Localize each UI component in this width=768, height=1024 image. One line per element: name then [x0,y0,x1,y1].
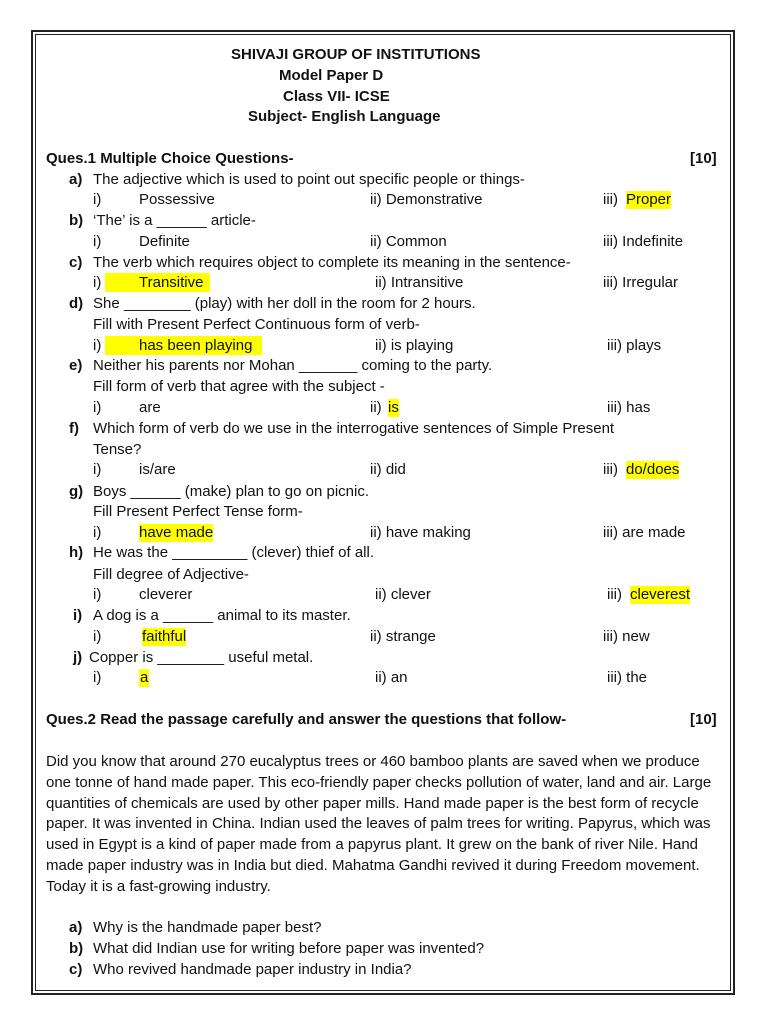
q1-item-instruction: Fill form of verb that agree with the subject - [93,378,385,395]
q1-item-letter: g) [69,483,84,500]
option-numeral: i) [93,586,102,603]
q2-question-text: Who revived handmade paper industry in India? [93,961,412,978]
option-numeral: i) [93,191,102,208]
option-numeral: i) [93,337,102,354]
option-text: ii) Demonstrative [370,191,483,208]
q1-item-question: He was the _________ (clever) thief of all. [93,544,374,561]
option-numeral: i) [93,233,102,250]
option-text: iii) new [603,628,650,645]
option-answer-highlighted: do/does [626,461,680,478]
q2-marks: [10] [690,711,717,728]
option-answer-highlighted: faithful [142,628,187,645]
option-text: Possessive [139,191,215,208]
option-text: are [139,399,161,416]
option-text: ii) did [370,461,406,478]
option-answer-highlighted: cleverest [630,586,691,603]
q2-question-text: What did Indian use for writing before paper was invented? [93,940,485,957]
option-text: ii) is playing [375,337,454,354]
option-text: ii) Common [370,233,447,250]
q1-item-question: Boys ______ (make) plan to go on picnic. [93,483,369,500]
q1-item-question: The verb which requires object to complete its meaning in the sentence- [93,254,571,271]
option-text: iii) plays [607,337,662,354]
option-numeral: ii) [370,399,382,416]
option-numeral: iii) [603,461,618,478]
q1-item-question: She ________ (play) with her doll in the room for 2 hours. [93,295,476,312]
option-answer-highlighted: a [140,669,149,686]
q1-item-question: Copper is ________ useful metal. [89,649,314,666]
q1-title: Ques.1 Multiple Choice Questions- [46,150,294,167]
q1-item-question-cont: Tense? [93,441,142,458]
q2-question-text: Why is the handmade paper best? [93,919,322,936]
option-answer-highlighted: Proper [626,191,672,208]
q1-item-instruction: Fill Present Perfect Tense form- [93,503,303,520]
option-numeral: i) [93,628,102,645]
q1-item-letter: e) [69,357,83,374]
q1-item-letter: a) [69,171,83,188]
option-text: is/are [139,461,176,478]
q2-question-letter: a) [69,919,83,936]
option-text: iii) Indefinite [603,233,684,250]
option-numeral: i) [93,274,102,291]
q1-item-letter: d) [69,295,84,312]
option-text: Definite [139,233,190,250]
q1-marks: [10] [690,150,717,167]
subject-label: Subject- English Language [248,108,441,125]
option-text: iii) has [607,399,651,416]
option-text: iii) Irregular [603,274,679,291]
option-numeral: i) [93,669,102,686]
option-answer-highlighted: is [388,399,399,416]
option-text: ii) strange [370,628,436,645]
option-text: ii) an [375,669,408,686]
q1-item-instruction: Fill with Present Perfect Continuous form of verb- [93,316,420,333]
option-answer-highlighted: has been playing [139,337,253,354]
option-answer-highlighted: have made [139,524,214,541]
q1-item-letter: b) [69,212,84,229]
q1-item-question: ‘The’ is a ______ article- [93,212,256,229]
reading-passage: Did you know that around 270 eucalyptus trees or 460 bamboo plants are saved when we produce one tonne of hand made paper. This eco-friendly paper checks pollution of water, land and air. Large quantities of chemicals are used by other paper mills. Hand made paper is the best form of recycle paper. It was invented in China. Indian used the leaves of palm trees for writing. Papyrus, which was used in Egypt is a kind of paper made from a papyrus plant. It grew on the bank of river Nile. Hand made paper industry was in India but died. Mahatma Gandhi revived it during Freedom movement. Today it is a fast-growing industry. [46,753,712,895]
option-text: cleverer [139,586,193,603]
q1-item-letter: c) [69,254,83,271]
q1-item-question: Which form of verb do we use in the interrogative sentences of Simple Present [93,420,615,437]
q2-question-letter: b) [69,940,84,957]
option-numeral: iii) [603,191,618,208]
q1-item-question: Neither his parents nor Mohan _______ coming to the party. [93,357,493,374]
q1-item-instruction: Fill degree of Adjective- [93,566,249,583]
q1-item-letter: h) [69,544,84,561]
option-text: iii) are made [603,524,686,541]
option-text: ii) clever [375,586,431,603]
option-text: ii) have making [370,524,471,541]
q1-item-question: A dog is a ______ animal to its master. [93,607,351,624]
option-numeral: i) [93,461,102,478]
option-numeral: iii) [607,586,622,603]
q1-item-question: The adjective which is used to point out specific people or things- [93,171,525,188]
option-numeral: i) [93,399,102,416]
option-text: ii) Intransitive [375,274,464,291]
q2-title: Ques.2 Read the passage carefully and answer the questions that follow- [46,711,567,728]
option-numeral: i) [93,524,102,541]
q1-item-letter: i) [73,607,83,624]
option-text: iii) the [607,669,648,686]
paper-title: Model Paper D [279,67,384,84]
q1-item-letter: j) [73,649,83,666]
class-label: Class VII- ICSE [283,88,390,105]
q2-question-letter: c) [69,961,83,978]
institution-name: SHIVAJI GROUP OF INSTITUTIONS [231,46,481,63]
option-answer-highlighted: Transitive [139,274,204,291]
q1-item-letter: f) [69,420,79,437]
